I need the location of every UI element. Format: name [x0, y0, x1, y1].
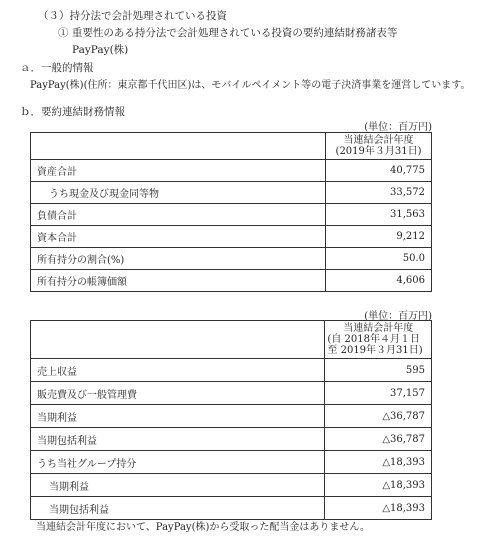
row-value: △18,393 — [325, 451, 432, 474]
row-label: 当期包括利益 — [31, 428, 325, 451]
table2-unit: (単位：百万円) — [364, 311, 432, 322]
financial-position-table — [30, 132, 432, 292]
row-value: △36,787 — [325, 405, 432, 428]
header-period-line3: 至 2019年３月31日) — [327, 345, 423, 356]
table-header-row — [31, 133, 432, 160]
row-value: 37,157 — [325, 382, 432, 405]
table-row — [31, 160, 432, 182]
table-row — [31, 451, 432, 474]
general-text: PayPay(株)(住所：東京都千代田区)は、モバイルペイメント等の電子決済事業を運営しています。 — [30, 80, 471, 91]
table1-unit: (単位：百万円) — [364, 122, 432, 133]
table-row — [31, 226, 432, 248]
section-title: （３）持分法で会計処理されている投資 — [38, 10, 227, 22]
header-period-cell — [325, 321, 432, 359]
row-value: △18,393 — [325, 474, 432, 497]
row-label: 所有持分の帳簿価額 — [31, 270, 326, 292]
row-label: うち現金及び現金同等物 — [31, 182, 326, 204]
header-period-line1: 当連結会計年度 — [343, 323, 414, 334]
row-label: 当期利益 — [31, 405, 325, 428]
row-label: 当期利益 — [31, 474, 325, 497]
table-row — [31, 270, 432, 292]
table-row — [31, 497, 432, 520]
row-label: 売上収益 — [31, 359, 325, 382]
row-value: 9,212 — [326, 226, 432, 248]
row-value: △18,393 — [325, 497, 432, 520]
row-value: 4,606 — [326, 270, 432, 292]
row-label: 資本合計 — [31, 226, 326, 248]
table-row — [31, 248, 432, 270]
header-period-cell — [326, 133, 432, 160]
row-label: 資産合計 — [31, 160, 326, 182]
table-row — [31, 204, 432, 226]
row-value: 33,572 — [326, 182, 432, 204]
table-header-row — [31, 321, 432, 359]
table-row — [31, 359, 432, 382]
row-label: 当期包括利益 — [31, 497, 325, 520]
header-period-line1: 当連結会計年度 — [343, 135, 414, 146]
table-row — [31, 382, 432, 405]
header-blank-cell — [31, 133, 326, 160]
header-blank-cell — [31, 321, 325, 359]
general-heading: ａ．一般的情報 — [20, 62, 94, 74]
header-period-line2: (自 2018年４月１日 — [327, 334, 420, 345]
table-row — [31, 428, 432, 451]
table-row — [31, 182, 432, 204]
row-label: うち当社グループ持分 — [31, 451, 325, 474]
row-value: △36,787 — [325, 428, 432, 451]
subsection-title: ① 重要性のある持分法で会計処理されている投資の要約連結財務諸表等 — [58, 27, 398, 39]
footer-note: 当連結会計年度において、PayPay(株)から受取った配当金はありません。 — [36, 522, 370, 533]
row-value: 40,775 — [326, 160, 432, 182]
header-period-line2: (2019年３月31日) — [335, 146, 422, 157]
row-value: 595 — [325, 359, 432, 382]
table-row — [31, 405, 432, 428]
row-label: 所有持分の割合(%) — [31, 248, 326, 270]
financial-heading: ｂ．要約連結財務情報 — [20, 106, 125, 118]
row-label: 負債合計 — [31, 204, 326, 226]
row-value: 50.0 — [326, 248, 432, 270]
company-name: PayPay(株) — [72, 44, 129, 56]
row-value: 31,563 — [326, 204, 432, 226]
income-statement-table — [30, 320, 432, 520]
table-row — [31, 474, 432, 497]
row-label: 販売費及び一般管理費 — [31, 382, 325, 405]
